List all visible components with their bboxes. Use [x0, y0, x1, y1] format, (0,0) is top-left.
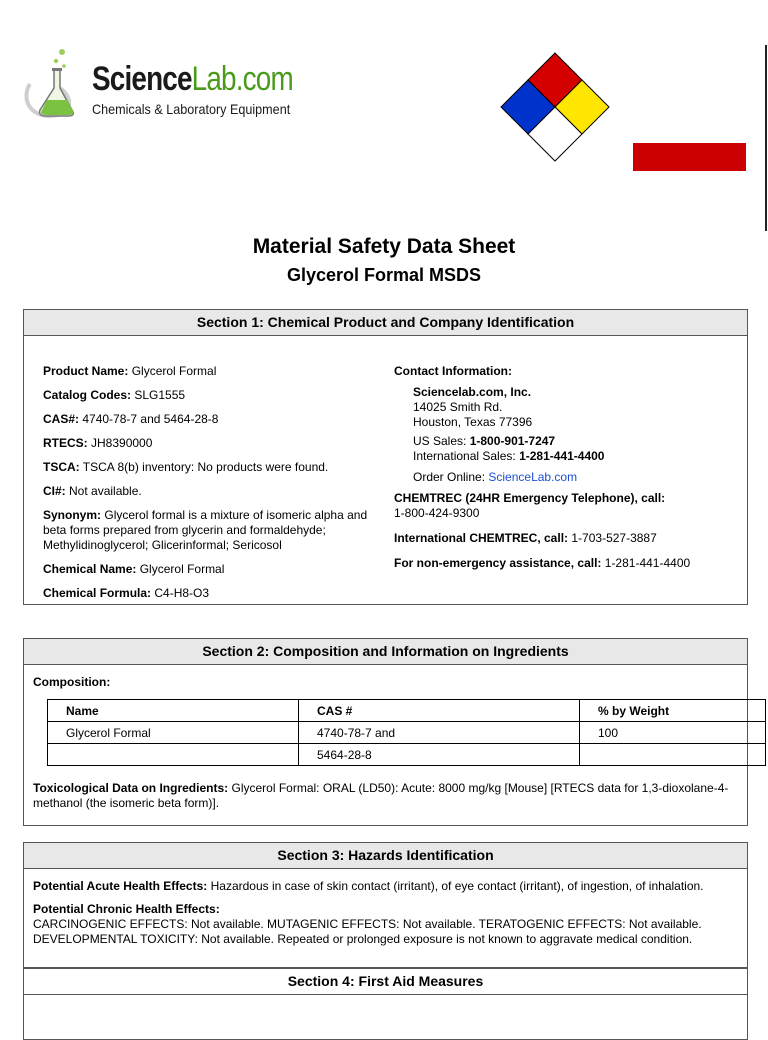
- intl-sales: International Sales: 1-281-441-4400: [413, 449, 605, 463]
- page-subtitle: Glycerol Formal MSDS: [286, 265, 482, 285]
- tsca-row: TSCA: TSCA 8(b) inventory: No products were found.: [43, 460, 329, 474]
- section-3: [23, 842, 748, 968]
- page-title: Material Safety Data Sheet: [252, 235, 516, 258]
- flask-icon: [26, 49, 73, 116]
- non-emergency-row: For non-emergency assistance, call: 1-281-441-4400: [394, 556, 691, 570]
- table-row: [48, 722, 766, 744]
- chemtrec-row: CHEMTREC (24HR Emergency Telephone), call: 1-800-424-9300: [394, 491, 666, 520]
- section-3-heading: Section 3: Hazards Identification: [24, 843, 747, 869]
- product-info: [43, 364, 373, 605]
- toxicological-data: Toxicological Data on Ingredients: Glycerol Formal: ORAL (LD50): Acute: 8000 mg/kg [Mouse] [RTECS data for 1,3-dioxolane-4-methanol (the isomeric beta form)].: [33, 781, 729, 810]
- address-line-1: 14025 Smith Rd.: [413, 400, 503, 414]
- table-cell: 5464-28-8: [299, 744, 580, 766]
- product-name-row: Product Name: Glycerol Formal: [43, 364, 217, 378]
- section-2-heading: Section 2: Composition and Information on Ingredients: [24, 639, 747, 665]
- hazards-body: [33, 879, 743, 947]
- table-row: [48, 744, 766, 766]
- table-cell: 4740-78-7 and: [299, 722, 580, 744]
- column-header: CAS #: [299, 700, 580, 722]
- chronic-effects: CARCINOGENIC EFFECTS: Not available. MUTAGENIC EFFECTS: Not available. TERATOGENIC EFFECTS: Not available. DEVELOPMENTAL TOXICITY: Not available. Repeated or prolonged exposure is not known to aggravate medical condition.: [33, 917, 702, 946]
- company-block: [394, 385, 739, 485]
- cas-row: CAS#: 4740-78-7 and 5464-28-8: [43, 412, 219, 426]
- logo-tagline: Chemicals & Laboratory Equipment: [92, 101, 291, 117]
- nfpa-hazard-diamond: [500, 52, 610, 162]
- contact-label: Contact Information:: [394, 364, 512, 378]
- column-header: Name: [48, 700, 299, 722]
- section-1: [23, 309, 748, 605]
- order-online-link[interactable]: ScienceLab.com: [488, 470, 578, 484]
- catalog-codes-row: Catalog Codes: SLG1555: [43, 388, 186, 402]
- section-4-heading: Section 4: First Aid Measures: [24, 969, 747, 995]
- section-2: [23, 638, 748, 826]
- chronic-effects-label: Potential Chronic Health Effects:: [33, 902, 220, 916]
- logo-brand: ScienceLab.com: [92, 60, 293, 98]
- synonym-row: Synonym: Glycerol formal is a mixture of isomeric alpha and beta forms prepared from glycerin and formaldehyde; Methylidinoglycerol; Glicerinformal; Sericosol: [43, 508, 368, 552]
- contact-info: [394, 364, 739, 581]
- address-line-2: Houston, Texas 77396: [413, 415, 533, 429]
- table-cell: 100: [580, 722, 766, 744]
- section-4: [23, 968, 748, 1040]
- composition-label: Composition:: [33, 675, 111, 689]
- us-sales: US Sales: 1-800-901-7247: [413, 434, 556, 448]
- hazard-rating-bar: [633, 143, 746, 171]
- table-header-row: [48, 700, 766, 722]
- chemical-formula-row: Chemical Formula: C4-H8-O3: [43, 586, 210, 600]
- table-cell: [580, 744, 766, 766]
- table-cell: [48, 744, 299, 766]
- ci-row: CI#: Not available.: [43, 484, 142, 498]
- order-online: Order Online: ScienceLab.com: [413, 470, 578, 484]
- section-1-heading: Section 1: Chemical Product and Company Identification: [24, 310, 747, 336]
- intl-chemtrec-row: International CHEMTREC, call: 1-703-527-3887: [394, 531, 657, 545]
- logo-text: [92, 60, 337, 117]
- rtecs-row: RTECS: JH8390000: [43, 436, 153, 450]
- company-name: Sciencelab.com, Inc.: [413, 385, 532, 399]
- edge-divider: [765, 45, 767, 231]
- acute-effects: Potential Acute Health Effects: Hazardous in case of skin contact (irritant), of eye contact (irritant), of ingestion, of inhalation.: [33, 879, 704, 893]
- composition-table: [47, 699, 766, 766]
- chemical-name-row: Chemical Name: Glycerol Formal: [43, 562, 225, 576]
- table-cell: Glycerol Formal: [48, 722, 299, 744]
- column-header: % by Weight: [580, 700, 766, 722]
